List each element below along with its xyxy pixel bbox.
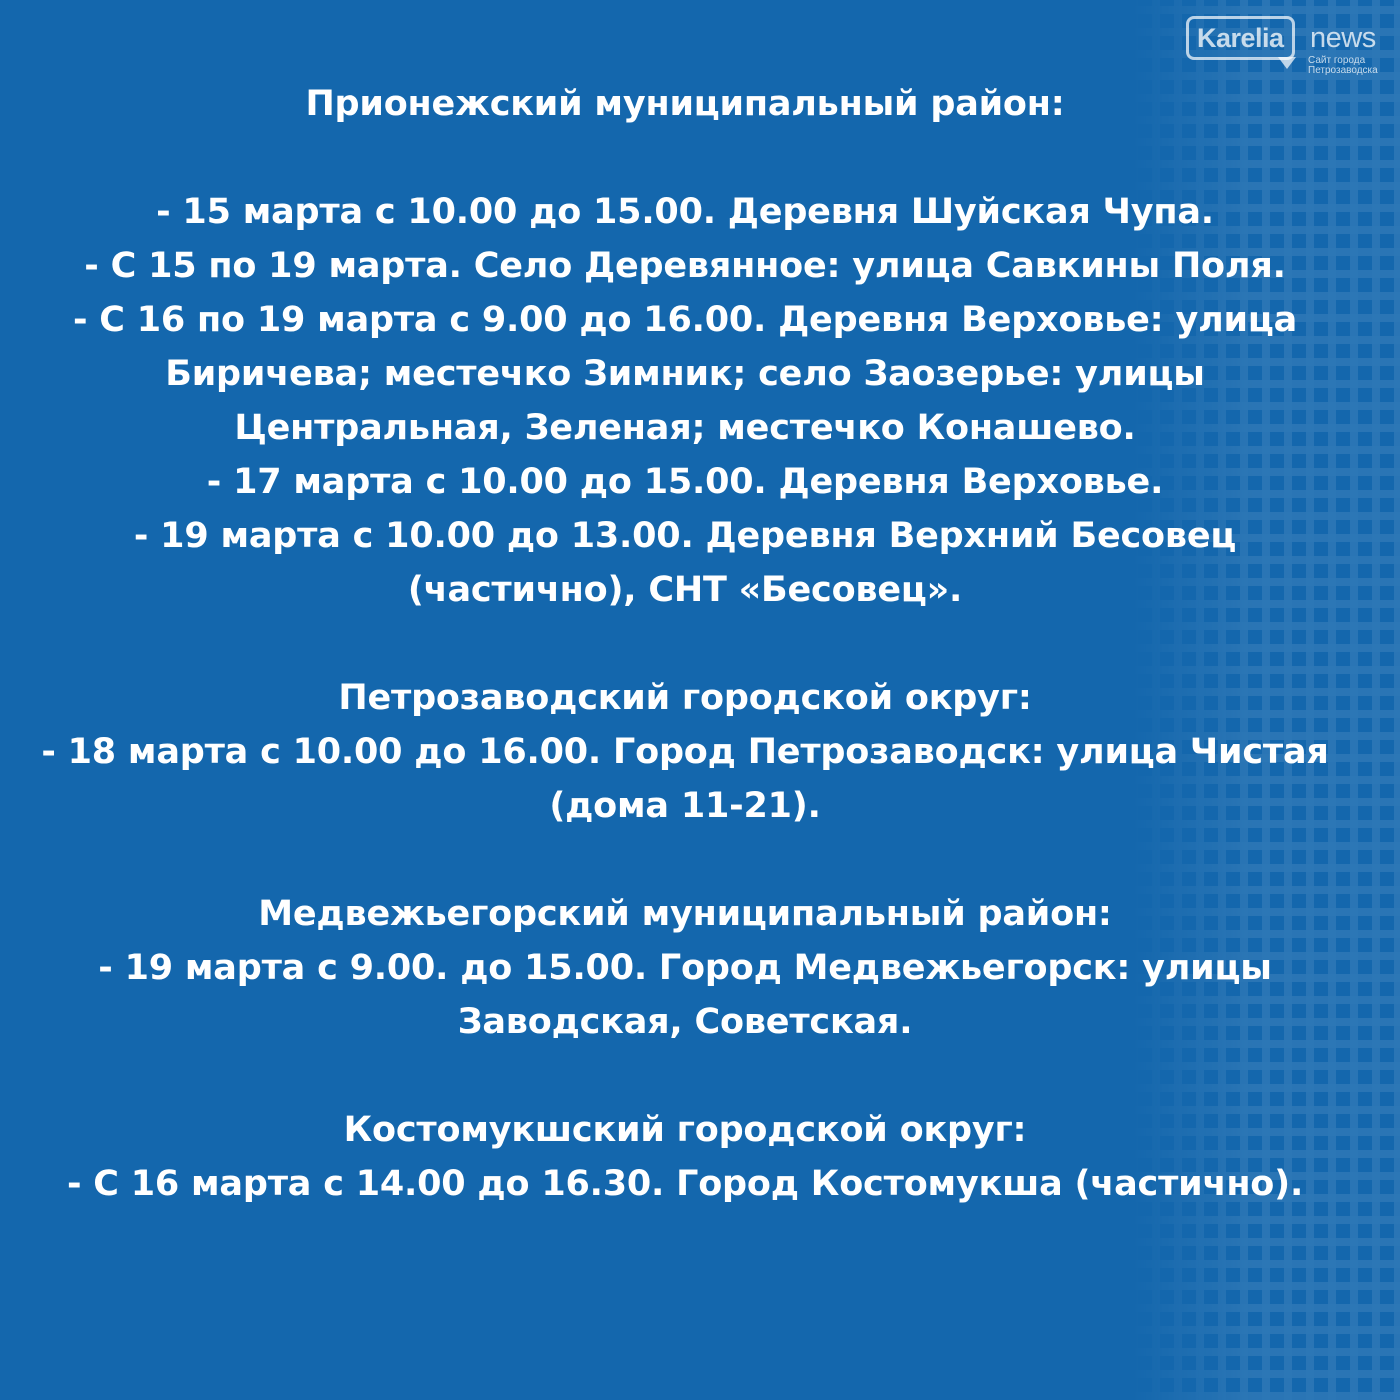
list-item: - 19 марта с 9.00. до 15.00. Город Медвежьегорск: улицы Заводская, Советская. <box>98 948 1272 1042</box>
list-item: - 19 марта с 10.00 до 13.00. Деревня Верхний Бесовец (частично), СНТ «Бесовец». <box>133 516 1237 610</box>
logo-bubble-tail <box>1278 57 1296 69</box>
logo-speech-bubble <box>1186 16 1295 60</box>
section-heading-prionezhsky: Прионежский муниципальный район: <box>305 84 1065 124</box>
logo-subtitle-line2: Петрозаводска <box>1308 65 1378 76</box>
logo-subtitle <box>1308 56 1392 76</box>
list-item: - С 16 марта с 14.00 до 16.30. Город Костомукша (частично). <box>66 1164 1304 1204</box>
list-item: - 15 марта с 10.00 до 15.00. Деревня Шуйская Чупа. <box>156 192 1214 232</box>
logo-news-text: news <box>1310 22 1376 54</box>
spacer <box>40 833 1330 887</box>
section-heading-kostomuksha: Костомукшский городской округ: <box>343 1110 1027 1150</box>
list-item: - 17 марта с 10.00 до 15.00. Деревня Верховье. <box>206 462 1164 502</box>
karelia-news-logo <box>1186 16 1386 78</box>
spacer <box>40 1049 1330 1103</box>
spacer <box>40 617 1330 671</box>
logo-karelia-text: Karelia <box>1197 22 1284 53</box>
list-item: - С 16 по 19 марта с 9.00 до 16.00. Деревня Верховье: улица Биричева; местечко Зимник; село Заозерье: улицы Центральная, Зеленая; местечко Конашево. <box>72 300 1298 448</box>
list-item: - С 15 по 19 марта. Село Деревянное: улица Савкины Поля. <box>84 246 1286 286</box>
spacer <box>40 131 1330 185</box>
logo-subtitle-line1: Сайт города <box>1308 55 1366 66</box>
announcement-text <box>40 77 1330 1211</box>
section-heading-petrozavodsk: Петрозаводский городской округ: <box>338 678 1032 718</box>
section-heading-medvezhyegorsk: Медвежьегорский муниципальный район: <box>258 894 1112 934</box>
list-item: - 18 марта с 10.00 до 16.00. Город Петрозаводск: улица Чистая (дома 11-21). <box>41 732 1329 826</box>
